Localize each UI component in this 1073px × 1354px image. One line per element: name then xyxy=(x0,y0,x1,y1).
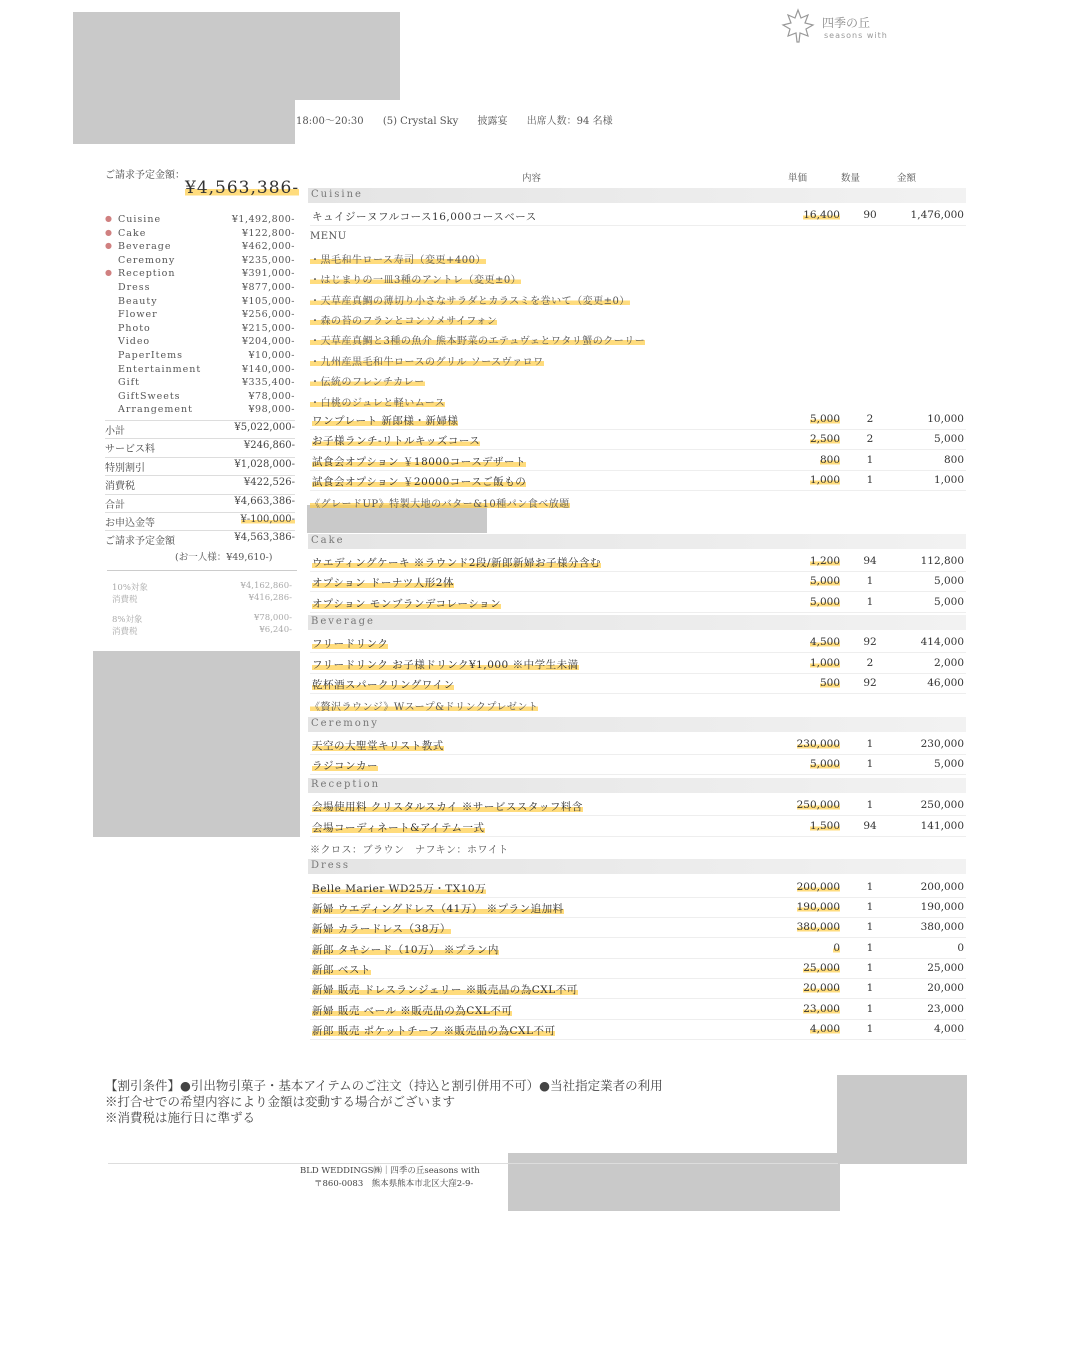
row-description: キュイジーヌフルコース16,000コースベース xyxy=(312,211,537,224)
summary-item-label: Beauty xyxy=(118,295,158,307)
summary-total-label: 特別割引 xyxy=(105,462,145,474)
condition-line: ※打合せでの希望内容により金額は変動する場合がございます xyxy=(105,1094,456,1109)
row-unit-price: 1,500 xyxy=(809,819,840,832)
summary-item xyxy=(105,255,295,268)
footer xyxy=(300,1165,480,1191)
row-description: 新婦 ウエディングドレス（41万） ※プラン追加料 xyxy=(312,902,564,915)
row-unit-price: 5,000 xyxy=(809,595,840,608)
summary-item-value: ¥391,000- xyxy=(241,268,295,280)
row-quantity: 1 xyxy=(866,982,874,995)
row-note: 《グレードUP》特製大地のバター&10種パン食べ放題 xyxy=(310,495,570,510)
table-row xyxy=(310,900,966,918)
table-row xyxy=(310,635,966,653)
row-amount: 141,000 xyxy=(920,819,964,832)
tax-label: 8%対象 xyxy=(112,615,143,625)
summary-total-row xyxy=(105,438,295,454)
row-description: オプション モンブランデコレーション xyxy=(312,597,502,610)
summary-total-row xyxy=(105,494,295,510)
tax-value: ¥6,240- xyxy=(259,625,292,635)
table-row xyxy=(310,961,966,979)
row-quantity: 94 xyxy=(863,819,877,832)
maple-leaf-icon xyxy=(778,6,818,46)
summary-item-mark: ● xyxy=(105,214,112,223)
row-amount: 23,000 xyxy=(927,1002,964,1015)
table-row xyxy=(310,554,966,572)
summary-item xyxy=(105,323,295,336)
row-quantity: 1 xyxy=(866,575,874,588)
row-quantity: 1 xyxy=(866,1002,874,1015)
summary-item-value: ¥256,000- xyxy=(241,309,295,321)
tax-label: 消費税 xyxy=(112,627,138,637)
summary-item xyxy=(105,228,295,241)
table-row xyxy=(310,676,966,694)
row-description: 新婦 カラードレス（38万） xyxy=(312,923,451,936)
row-quantity: 1 xyxy=(866,921,874,934)
summary-total-label: 合計 xyxy=(105,499,125,511)
row-quantity: 1 xyxy=(866,595,874,608)
row-quantity: 1 xyxy=(866,473,874,486)
section-title: Dress xyxy=(311,860,350,872)
summary-item xyxy=(105,350,295,363)
summary-item-value: ¥215,000- xyxy=(241,322,295,334)
row-amount: 25,000 xyxy=(927,961,964,974)
row-description: 新郎 販売 ポケットチーフ ※販売品の為CXL不可 xyxy=(312,1025,556,1037)
section-beverage xyxy=(308,615,966,630)
row-unit-price: 20,000 xyxy=(803,982,840,995)
row-unit-price: 4,000 xyxy=(809,1023,840,1035)
row-unit-price: 230,000 xyxy=(796,738,840,751)
row-description: オプション ドーナツ人形2体 xyxy=(312,577,454,590)
summary-item-value: ¥877,000- xyxy=(241,282,295,293)
summary-item xyxy=(105,391,295,404)
table-row xyxy=(310,880,966,898)
row-quantity: 1 xyxy=(866,1023,874,1035)
event-guests: 出席人数：94 名様 xyxy=(526,116,613,127)
summary-item-label: Gift xyxy=(118,377,140,389)
row-unit-price: 5,000 xyxy=(809,412,840,425)
summary-item xyxy=(105,268,295,281)
row-unit-price: 0 xyxy=(833,941,840,954)
brand-logo xyxy=(778,6,898,46)
table-row xyxy=(310,432,966,450)
row-description: 新郎 ベスト xyxy=(312,963,371,976)
row-unit-price: 25,000 xyxy=(803,961,840,974)
table-row xyxy=(310,737,966,755)
row-amount: 800 xyxy=(943,453,964,466)
summary-item xyxy=(105,296,295,309)
summary-title: ご請求予定金額： xyxy=(105,170,185,181)
section-title: Reception xyxy=(311,778,381,790)
summary-item-value: ¥335,400- xyxy=(241,377,295,389)
menu-item: ・はじまりの一皿3種のアントレ（変更±0） xyxy=(310,271,521,286)
header-amount: 金額 xyxy=(897,173,917,184)
logo-subtitle: seasons with xyxy=(824,31,888,40)
row-unit-price: 190,000 xyxy=(796,900,840,913)
row-description: ワンプレート 新郎様・新婦様 xyxy=(312,414,459,427)
section-dress xyxy=(308,859,966,874)
row-quantity: 94 xyxy=(863,554,877,567)
row-amount: 1,000 xyxy=(933,473,964,486)
menu-item: ・天草産真鯛と3種の魚介 熊本野菜のエテュヴェとワタリ蟹のクーリー xyxy=(310,332,645,347)
discount-conditions xyxy=(105,1078,663,1126)
redacted-block-top-2 xyxy=(73,84,295,144)
menu-item: ・黒毛和牛ロース寿司（変更+400） xyxy=(310,251,486,266)
row-unit-price: 1,000 xyxy=(809,473,840,486)
row-quantity: 92 xyxy=(863,636,877,649)
summary-total-value: ¥4,663,386- xyxy=(234,495,295,507)
per-person-amount: (お一人様：¥49,610-) xyxy=(175,552,273,563)
row-quantity: 2 xyxy=(866,412,874,425)
summary-item xyxy=(105,241,295,254)
summary-total-value: ¥1,028,000- xyxy=(234,458,295,470)
row-unit-price: 500 xyxy=(819,677,840,690)
table-row xyxy=(310,412,966,430)
row-quantity: 1 xyxy=(866,799,874,812)
row-quantity: 2 xyxy=(866,656,874,669)
section-reception xyxy=(308,778,966,793)
table-row xyxy=(310,453,966,471)
row-unit-price: 23,000 xyxy=(803,1002,840,1015)
row-description: お子様ランチ-リトルキッズコース xyxy=(312,435,481,448)
summary-item-label: Reception xyxy=(118,268,176,280)
row-amount: 2,000 xyxy=(933,656,964,669)
summary-item-label: Cuisine xyxy=(118,214,162,225)
summary-total-value: ¥422,526- xyxy=(243,477,295,489)
summary-total-label: お申込金等 xyxy=(105,518,155,529)
row-amount: 20,000 xyxy=(927,982,964,995)
row-unit-price: 200,000 xyxy=(796,880,840,893)
summary-item-label: GiftSweets xyxy=(118,390,181,402)
condition-line: ※消費税は施行日に準ずる xyxy=(105,1110,256,1125)
row-quantity: 90 xyxy=(863,209,877,222)
row-amount: 414,000 xyxy=(920,636,964,649)
summary-total-row xyxy=(105,420,295,436)
tax-value: ¥78,000- xyxy=(253,613,292,623)
row-unit-price: 1,000 xyxy=(809,656,840,669)
section-ceremony xyxy=(308,717,966,732)
summary-total-value: ¥246,860- xyxy=(243,440,295,452)
section-title: Ceremony xyxy=(311,717,379,729)
row-unit-price: 1,200 xyxy=(809,554,840,567)
summary-item-value: ¥78,000- xyxy=(248,390,295,402)
summary-item-label: Arrangement xyxy=(118,404,193,416)
summary-item xyxy=(105,214,295,227)
summary-item-mark: ● xyxy=(105,241,112,251)
summary-item xyxy=(105,309,295,322)
summary-item-value: ¥204,000- xyxy=(241,336,295,348)
summary-total-label: ご請求予定金額 xyxy=(105,536,175,548)
summary-total-value: ¥4,563,386- xyxy=(234,532,295,544)
row-amount: 5,000 xyxy=(933,595,964,608)
condition-line: 【割引条件】●引出物引菓子・基本アイテムのご注文（持込と割引併用不可）●当社指定業者の利用 xyxy=(105,1078,663,1093)
header-qty: 数量 xyxy=(841,173,861,184)
row-amount: 5,000 xyxy=(933,758,964,771)
event-time: 18:00～20:30 xyxy=(296,116,364,127)
row-amount: 4,000 xyxy=(933,1023,964,1035)
row-quantity: 1 xyxy=(866,961,874,974)
table-row xyxy=(310,1002,966,1020)
summary-total-value: ¥5,022,000- xyxy=(234,422,295,433)
row-quantity: 1 xyxy=(866,453,874,466)
menu-item: ・天草産真鯛の薄切り小さなサラダとカラスミを巻いて（変更±0） xyxy=(310,292,630,307)
section-cuisine xyxy=(308,188,966,203)
footer-company: BLD WEDDINGS㈱｜四季の丘seasons with xyxy=(300,1166,480,1176)
section-title: Cuisine xyxy=(311,189,363,200)
table-row xyxy=(310,941,966,959)
tax-label: 10%対象 xyxy=(112,583,148,593)
summary-item-mark: ● xyxy=(105,268,112,278)
summary-total-row xyxy=(105,530,295,546)
header-price: 単価 xyxy=(788,173,808,184)
row-unit-price: 250,000 xyxy=(796,799,840,812)
row-amount: 46,000 xyxy=(927,677,964,690)
summary-item-label: Photo xyxy=(118,322,151,334)
menu-item: ・森の苔のフランとコンソメサイフォン xyxy=(310,312,497,327)
summary-item xyxy=(105,282,295,295)
footer-address: 〒860-0083 熊本県熊本市北区大窪2-9- xyxy=(314,1179,474,1189)
redacted-block-left xyxy=(93,651,300,837)
summary-item xyxy=(105,364,295,377)
summary-item-value: ¥10,000- xyxy=(248,350,295,361)
row-description: 新郎 タキシード（10万） ※プラン内 xyxy=(312,943,499,956)
event-venue: (5) Crystal Sky xyxy=(382,116,459,127)
row-description: 乾杯酒スパークリングワイン xyxy=(312,679,455,692)
summary-item-label: Video xyxy=(118,336,151,348)
row-quantity: 1 xyxy=(866,900,874,913)
table-row xyxy=(310,574,966,592)
summary-total-label: サービス料 xyxy=(105,444,155,456)
summary-item-value: ¥122,800- xyxy=(241,227,295,239)
table-row xyxy=(310,920,966,938)
row-description: フリードリンク お子様ドリンク¥1,000 ※中学生未満 xyxy=(312,658,579,671)
summary-item-label: Dress xyxy=(118,282,151,293)
row-amount: 0 xyxy=(957,941,964,954)
row-amount: 230,000 xyxy=(920,738,964,751)
summary-total-row xyxy=(105,512,295,528)
summary-total: ¥4,563,386- xyxy=(185,178,300,198)
summary-item xyxy=(105,404,295,417)
summary-item-label: Cake xyxy=(118,227,147,239)
summary-total-label: 消費税 xyxy=(105,481,135,493)
menu-item: ・伝統のフレンチカレー xyxy=(310,373,425,388)
row-description: Belle Marier WD25万・TX10万 xyxy=(312,882,487,895)
redacted-block-bottom-right xyxy=(837,1075,967,1164)
table-row xyxy=(310,981,966,999)
summary-item-label: Beverage xyxy=(118,241,172,253)
section-title: Cake xyxy=(311,534,345,546)
footer-divider xyxy=(108,1163,838,1164)
row-amount: 250,000 xyxy=(920,799,964,812)
row-description: 新婦 販売 ドレスランジェリー ※販売品の為CXL不可 xyxy=(312,984,578,997)
section-title: Beverage xyxy=(311,616,375,627)
tax-breakdown xyxy=(107,570,297,646)
summary-item-label: PaperItems xyxy=(118,350,183,361)
event-type: 披露宴 xyxy=(477,116,508,127)
row-amount: 5,000 xyxy=(933,575,964,588)
event-info xyxy=(296,112,629,127)
summary-item-value: ¥105,000- xyxy=(241,295,295,307)
row-amount: 10,000 xyxy=(927,412,964,425)
tax-value: ¥416,286- xyxy=(248,593,292,603)
table-row xyxy=(310,656,966,674)
row-unit-price: 4,500 xyxy=(809,636,840,649)
table-row xyxy=(310,757,966,775)
menu-item: ・白桃のジュレと軽いムース xyxy=(310,394,445,409)
menu-label: MENU xyxy=(310,230,347,242)
row-quantity: 1 xyxy=(866,941,874,954)
row-description: 試食会オプション ￥18000コースデザート xyxy=(312,455,527,468)
row-amount: 190,000 xyxy=(920,900,964,913)
summary-total-label: 小計 xyxy=(105,426,125,437)
row-quantity: 2 xyxy=(866,433,874,446)
summary-item xyxy=(105,377,295,390)
row-unit-price: 5,000 xyxy=(809,758,840,771)
tax-label: 消費税 xyxy=(112,595,138,605)
row-unit-price: 16,400 xyxy=(803,209,840,222)
summary-item-value: ¥462,000- xyxy=(241,241,295,253)
row-description: 会場コーディネート&アイテム一式 xyxy=(312,821,485,834)
table-row xyxy=(310,473,966,491)
row-description: フリードリンク xyxy=(312,638,389,651)
table-row xyxy=(310,595,966,613)
row-quantity: 1 xyxy=(866,738,874,751)
row-amount: 200,000 xyxy=(920,880,964,893)
summary-item-label: Ceremony xyxy=(118,254,176,266)
table-row xyxy=(310,798,966,816)
row-quantity: 92 xyxy=(863,677,877,690)
redacted-block-bottom xyxy=(508,1153,840,1211)
summary-item-mark: ● xyxy=(105,227,112,237)
summary-item-value: ¥1,492,800- xyxy=(231,214,295,225)
row-unit-price: 2,500 xyxy=(809,433,840,446)
row-description: ウエディングケーキ ※ラウンド2段/新郎新婦お子様分含む xyxy=(312,556,602,569)
row-quantity: 1 xyxy=(866,880,874,893)
row-amount: 5,000 xyxy=(933,433,964,446)
table-row xyxy=(310,819,966,837)
row-amount: 112,800 xyxy=(920,554,964,567)
summary-item-value: ¥140,000- xyxy=(241,363,295,375)
summary-total-row xyxy=(105,475,295,491)
header-content: 内容 xyxy=(522,173,542,184)
row-description: 試食会オプション ￥20000コースご飯もの xyxy=(312,475,527,488)
summary-item-label: Flower xyxy=(118,309,158,321)
row-quantity: 1 xyxy=(866,758,874,771)
summary-item xyxy=(105,336,295,349)
summary-item-label: Entertainment xyxy=(118,363,202,375)
tax-value: ¥4,162,860- xyxy=(240,581,292,591)
row-description: 新婦 販売 ベール ※販売品の為CXL不可 xyxy=(312,1004,513,1017)
table-row xyxy=(310,1022,966,1040)
row-description: 会場使用料 クリスタルスカイ ※サービススタッフ料含 xyxy=(312,801,583,814)
row-unit-price: 380,000 xyxy=(796,921,840,934)
row-unit-price: 5,000 xyxy=(809,575,840,588)
row-unit-price: 800 xyxy=(819,453,840,466)
logo-name: 四季の丘 xyxy=(822,16,871,30)
row-description: ラジコンカー xyxy=(312,760,378,773)
summary-total-row xyxy=(105,457,295,473)
summary-item-value: ¥98,000- xyxy=(248,404,295,416)
summary-item-value: ¥235,000- xyxy=(241,254,295,266)
summary-total-value: ¥-100,000- xyxy=(240,514,295,525)
table-row xyxy=(310,208,966,226)
section-cake xyxy=(308,534,966,549)
row-note: ※クロス：ブラウン ナフキン：ホワイト xyxy=(310,844,509,856)
menu-item: ・九州産黒毛和牛ロースのグリル ソースヴァロワ xyxy=(310,353,544,368)
row-amount: 1,476,000 xyxy=(910,209,964,222)
row-description: 天空の大聖堂キリスト教式 xyxy=(312,740,444,753)
row-note: 《贅沢ラウンジ》Wスープ&ドリンクプレゼント xyxy=(310,698,538,713)
row-amount: 380,000 xyxy=(920,921,964,934)
